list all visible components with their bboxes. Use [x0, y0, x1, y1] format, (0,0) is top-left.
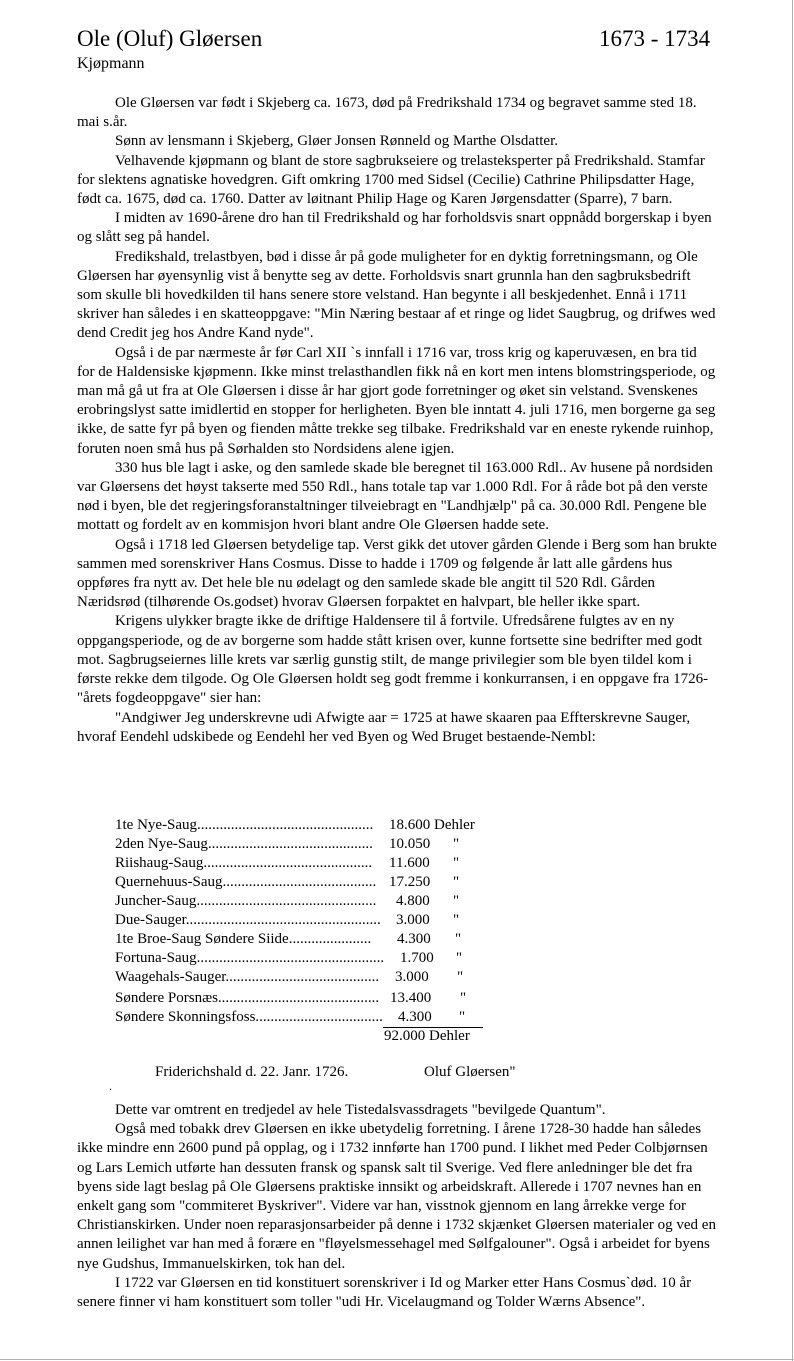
sawmill-name: Riishaug-Saug.............................................: [115, 855, 373, 871]
sawmill-value: 17.250: [389, 874, 431, 890]
paragraph: Ole Gløersen var født i Skjeberg ca. 1673, død på Fredrikshald 1734 og begravet samme sted 18. mai s.år.: [77, 95, 697, 131]
ditto-mark: ": [453, 836, 460, 852]
page-border-right: [792, 0, 793, 1361]
paragraph: Også med tobakk drev Gløersen en ikke ubetydelig forretning. I årene 1728-30 hadde han således ikke mindre enn 2600 pund på opplag, og i 1732 innførte han 1700 pund. I likhet med Peder Colbjørnsen og Lars Lemich utførte han dessuten fransk og spansk salt til Sverige. Ved flere anledninger ble det fra byens side lagt beslag på Ole Gløersens praktiske innsikt og arbeidskraft. Allerede i 1707 nevnes han en enkelt gang som "commiteret Byskriver". Videre var han, visstnok gjennom en lang årrekke verge for Christianskirken. Under noen reparasjonsarbeider på denne i 1732 skjænket Gløersen materialer og ved en annen leilighet var han med å forære en "fløyelsmessehagel med Sølfgalouner". Også i arbeidet for byens nye Gudshus, Immanuelskirken, tok han del.: [77, 1121, 716, 1272]
sawmill-name: Quernehuus-Saug.........................................: [115, 874, 377, 890]
paragraph: I midten av 1690-årene dro han til Fredrikshald og har forholdsvis snart oppnådd borgerskap i byen og slått seg på handel.: [77, 210, 712, 246]
paragraph: Krigens ulykker bragte ikke de driftige Haldensere til å fortvile. Ufredsårene fulgtes av en ny oppgangsperiode, og de av borgerne som hadde stått krisen over, kunne fortsette sine bedrifter med godt mot. Sagbrugseiernes lille krets var særlig gunstig stilt, de mange privilegier som ble byen tildel kom i første rekke dem tilgode. Og Ole Gløersen holdt seg godt fremme i konkurransen, i en oppgave fra 1726-"årets fogdeoppgave" sier han:: [77, 613, 709, 707]
sawmill-value: 1.700: [400, 950, 434, 966]
paragraph: Også i 1718 led Gløersen betydelige tap. Verst gikk det utover gården Glende i Berg som han brukte sammen med sorenskriver Hans Cosmus. Disse to hadde i 1709 og følgende år latt alle gårdens hus oppføres fra nytt av. Det hele ble nu ødelagt og den samlede skade ble angitt til 520 Rdl. Gården Næridsrød (tilhørende Os.godset) hvorav Gløersen forpaktet en halvpart, ble heller ikke spart.: [77, 536, 717, 611]
ditto-mark: ": [453, 893, 460, 909]
sawmill-value: 4.300: [397, 931, 431, 947]
ditto-mark: ": [453, 874, 460, 890]
sawmill-name: 1te Broe-Saug Søndere Siide......................: [115, 931, 372, 947]
paragraph: I 1722 var Gløersen en tid konstituert sorenskriver i Id og Marker etter Hans Cosmus`død. 10 år senere finner vi ham konstituert som toller "udi Hr. Vicelaugmand og Tolder Wærns Absence".: [77, 1274, 692, 1311]
ditto-mark: ": [455, 931, 462, 947]
ditto-mark: ": [453, 855, 460, 871]
occupation: Kjøpmann: [77, 55, 145, 72]
quote-intro: "Andgiwer Jeg underskrevne udi Afwigte aar = 1725 at hawe skaaren paa Effterskrevne Sauger, hvoraf Eendehl udskibede og Eendehl her ved Byen og Wed Bruget bestaende-Nembl:: [77, 709, 691, 745]
sawmill-name: Due-Sauger....................................................: [115, 912, 381, 928]
ditto-mark: ": [457, 969, 464, 985]
sawmill-name: Juncher-Saug................................................: [115, 893, 377, 909]
table-row: [115, 854, 460, 873]
table-row: [115, 968, 464, 987]
table-total: 92.000 Dehler: [384, 1028, 470, 1044]
sawmill-value: 3.000: [395, 969, 429, 985]
sawmill-name: 1te Nye-Saug...............................................: [115, 817, 374, 833]
table-row: [115, 949, 463, 968]
sawmill-value: 10.050: [389, 836, 431, 852]
sawmill-name: 2den Nye-Saug............................................: [115, 836, 373, 852]
signature: Oluf Gløersen": [424, 1064, 516, 1080]
table-row: [115, 892, 460, 911]
table-row: [115, 930, 462, 949]
ditto-mark: ": [453, 912, 460, 928]
page-border-bottom: [0, 1359, 794, 1360]
person-name: Ole (Oluf) Gløersen: [77, 26, 263, 51]
table-row: [115, 873, 460, 892]
ditto-mark: ": [456, 950, 463, 966]
sawmill-value: 18.600 Dehler: [389, 817, 475, 833]
table-row: [115, 989, 467, 1008]
sawmill-value: 4.300: [398, 1009, 432, 1025]
sawmill-value: 4.800: [396, 893, 430, 909]
paragraph: Velhavende kjøpmann og blant de store sagbrukseiere og trelasteksperter på Fredrikshald. Stamfar for slektens agnatiske hovedgren. Gift omkring 1700 med Sidsel (Cecilie) Cathrine Philipsdatter Hage, født ca. 1675, død ca. 1760. Datter av løitnant Philip Hage og Karen Jørgensdatter (Sparre), 7 barn.: [77, 152, 705, 208]
paragraph: Sønn av lensmann i Skjeberg, Gløer Jonsen Rønneld og Marthe Olsdatter.: [115, 133, 558, 150]
sawmill-name: Søndere Porsnæs...........................................: [115, 990, 380, 1006]
stray-mark: .: [109, 1079, 112, 1093]
table-row: [115, 816, 475, 835]
biography-text: [77, 94, 717, 747]
biography-text-continued: [77, 1101, 717, 1312]
sawmill-value: 11.600: [389, 855, 430, 871]
sawmill-value: 3.000: [396, 912, 430, 928]
table-row: [115, 835, 460, 854]
paragraph: 330 hus ble lagt i aske, og den samlede skade ble beregnet til 163.000 Rdl.. Av husene på nordsiden var Gløersens det høyst takserte med 550 Rdl., hans totale tap var 1.000 Rdl. For å råde bot på den verste nød i byen, ble det regjeringsforanstaltninger tilveiebragt en "Landhjælp" på ca. 30.000 Rdl. Pengene ble mottatt og fordelt av en kommisjon hvori blant andre Ole Gløersen hadde sete.: [77, 459, 713, 534]
ditto-mark: ": [460, 990, 467, 1006]
paragraph: Dette var omtrent en tredjedel av hele Tistedalsvassdragets "bevilgede Quantum".: [115, 1102, 606, 1118]
sawmill-name: Fortuna-Saug..................................................: [115, 950, 385, 966]
paragraph: Fredikshald, trelastbyen, bød i disse år på gode muligheter for en dyktig forretningsmann, og Ole Gløersen har øyensynlig vist å benytte seg av dette. Forholdsvis snart grunnla han den sagbruksbedrift som skulle bli hovedkilden til hans senere store velstand. Han begynte i all beskjedenhet. Ennå i 1711 skriver han således i en skatteoppgave: "Min Næring bestaar af et ringe og lidet Saugbrug, og drifwes wed dend Credit jeg hos Andre Kand nyde".: [77, 248, 716, 342]
place-date: Friderichshald d. 22. Janr. 1726.: [155, 1064, 349, 1080]
ditto-mark: ": [459, 1009, 466, 1025]
sawmill-value: 13.400: [390, 990, 432, 1006]
sawmill-name: Waagehals-Sauger.........................................: [115, 969, 380, 985]
table-row: [115, 1008, 466, 1027]
table-row: [115, 911, 460, 930]
sawmill-name: Søndere Skonningsfoss..................................: [115, 1009, 383, 1025]
paragraph: Også i de par nærmeste år før Carl XII `s innfall i 1716 var, tross krig og kaperuvæsen, en bra tid for de Haldensiske kjøpmenn. Ikke minst trelasthandlen fikk nå en kort men intens blomstringsperiode, og man må gå ut fra at Ole Gløersen i disse år har gjort gode forretninger og øket sin velstand. Svenskenes erobringslyst satte imidlertid en stopper for herligheten. Byen ble inntatt 4. juli 1716, men borgerne ga seg ikke, de satte fyr på byen og fienden måtte trekke seg tilbake. Fredrikshald var en eneste rykende ruinhop, foruten noen små hus på Sørhalden sto Nordsidens alene igjen.: [77, 344, 716, 457]
life-years: 1673 - 1734: [599, 26, 711, 51]
